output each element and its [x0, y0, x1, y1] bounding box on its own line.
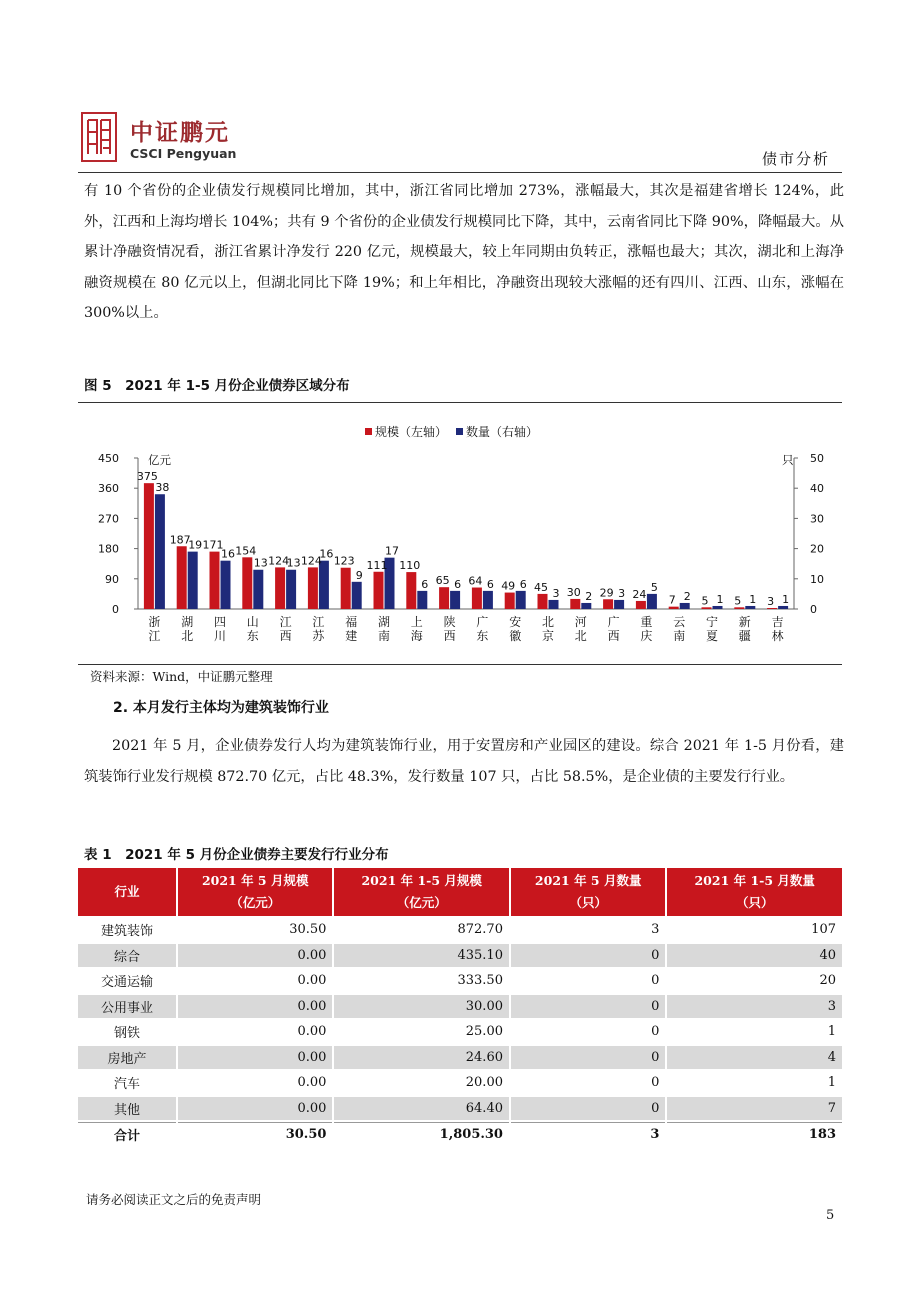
- table-row: [78, 1046, 842, 1070]
- x-tick-label-10: 东: [476, 629, 489, 643]
- data-label-amount: 375: [136, 470, 158, 484]
- value-cell: 0.00: [178, 944, 332, 968]
- x-tick-label-11: 徽: [509, 629, 522, 643]
- report-category: 债市分析: [761, 150, 830, 168]
- bar-count-2: [221, 561, 231, 609]
- data-label-amount: 5: [701, 594, 709, 608]
- total-value-cell: 183: [667, 1122, 842, 1147]
- figure-bottom-rule: [78, 664, 842, 665]
- bar-count-15: [647, 594, 657, 609]
- value-cell: 20.00: [334, 1071, 509, 1095]
- x-tick-label-8: 上: [410, 615, 423, 629]
- value-cell: 1: [667, 1020, 842, 1044]
- bar-amount-7: [374, 572, 384, 609]
- value-cell: 435.10: [334, 944, 509, 968]
- data-label-amount: 124: [300, 554, 322, 568]
- x-tick-label-5: 江: [312, 615, 325, 629]
- bar-amount-15: [636, 601, 646, 609]
- bar-count-9: [450, 591, 460, 609]
- x-tick-label-15: 庆: [640, 629, 653, 643]
- x-tick-label-0: 浙: [148, 615, 161, 629]
- data-label-count: 6: [486, 577, 494, 591]
- bar-count-14: [614, 600, 624, 609]
- total-value-cell: 3: [511, 1122, 665, 1147]
- x-tick-label-13: 河: [574, 615, 587, 629]
- y-left-tick-label: 270: [98, 512, 119, 526]
- data-label-count: 6: [519, 577, 527, 591]
- region-bar-chart: [78, 404, 842, 664]
- value-cell: 3: [667, 995, 842, 1019]
- industry-table: [76, 866, 844, 1149]
- value-cell: 0: [511, 995, 665, 1019]
- value-cell: 30.50: [178, 918, 332, 942]
- y-left-tick-label: 180: [98, 542, 119, 556]
- data-label-amount: 123: [333, 554, 355, 568]
- company-logo-seal: [81, 112, 117, 162]
- data-label-amount: 45: [534, 580, 548, 594]
- bar-count-18: [745, 606, 755, 609]
- y-left-unit: 亿元: [148, 453, 171, 467]
- y-right-tick-label: 20: [810, 542, 824, 556]
- header-ytd-amount: 2021 年 1-5 月规模 （亿元）: [334, 868, 509, 916]
- x-tick-label-4: 西: [279, 629, 292, 643]
- data-label-amount: 124: [268, 554, 290, 568]
- bar-amount-17: [702, 607, 712, 609]
- bar-count-12: [549, 600, 559, 609]
- value-cell: 0.00: [178, 1071, 332, 1095]
- data-label-amount: 5: [734, 594, 742, 608]
- value-cell: 107: [667, 918, 842, 942]
- x-tick-label-6: 福: [345, 615, 358, 629]
- value-cell: 0: [511, 969, 665, 993]
- x-tick-label-11: 安: [509, 615, 522, 629]
- value-cell: 1: [667, 1071, 842, 1095]
- x-tick-label-0: 江: [148, 629, 161, 643]
- data-label-amount: 64: [468, 574, 483, 588]
- x-tick-label-19: 吉: [771, 615, 784, 629]
- data-label-count: 16: [221, 547, 235, 561]
- section-heading: 2. 本月发行主体均为建筑装饰行业: [113, 700, 329, 716]
- x-tick-label-14: 西: [607, 629, 620, 643]
- x-tick-label-14: 广: [607, 615, 620, 629]
- bar-count-8: [417, 591, 427, 609]
- y-left-tick-label: 0: [112, 603, 119, 616]
- table-row: [78, 969, 842, 993]
- value-cell: 0.00: [178, 969, 332, 993]
- bar-amount-0: [144, 483, 154, 609]
- value-cell: 20: [667, 969, 842, 993]
- data-label-amount: 65: [435, 574, 450, 588]
- total-value-cell: 30.50: [178, 1122, 332, 1147]
- value-cell: 0: [511, 1046, 665, 1070]
- value-cell: 0: [511, 1020, 665, 1044]
- total-label-cell: 合计: [78, 1122, 176, 1147]
- bar-count-0: [155, 494, 165, 609]
- value-cell: 40: [667, 944, 842, 968]
- x-tick-label-19: 林: [771, 629, 784, 643]
- legend-swatch-amount: [365, 428, 372, 435]
- industry-cell: 其他: [78, 1097, 176, 1121]
- x-tick-label-17: 夏: [705, 629, 719, 643]
- table-header-row: [78, 868, 842, 916]
- bar-amount-11: [505, 593, 515, 609]
- data-label-count: 17: [385, 544, 399, 558]
- data-label-count: 1: [782, 592, 790, 606]
- value-cell: 0.00: [178, 1097, 332, 1121]
- data-label-amount: 110: [399, 559, 421, 573]
- bar-amount-16: [669, 607, 679, 609]
- data-label-count: 9: [355, 568, 363, 582]
- bar-amount-6: [341, 568, 351, 609]
- value-cell: 3: [511, 918, 665, 942]
- industry-cell: 建筑装饰: [78, 918, 176, 942]
- figure-top-rule: [78, 402, 842, 403]
- data-label-count: 3: [618, 586, 626, 600]
- value-cell: 25.00: [334, 1020, 509, 1044]
- bar-amount-18: [734, 607, 744, 609]
- disclaimer: 请务必阅读正文之后的免责声明: [86, 1192, 262, 1207]
- bar-amount-12: [538, 594, 548, 609]
- industry-cell: 房地产: [78, 1046, 176, 1070]
- figure-source: 资料来源：Wind，中证鹏元整理: [90, 669, 273, 684]
- bar-count-11: [516, 591, 526, 609]
- data-label-amount: 111: [366, 558, 388, 572]
- bar-amount-10: [472, 588, 482, 609]
- value-cell: 24.60: [334, 1046, 509, 1070]
- x-tick-label-7: 南: [377, 629, 391, 643]
- value-cell: 7: [667, 1097, 842, 1121]
- data-label-count: 38: [155, 481, 170, 495]
- x-tick-label-1: 北: [181, 629, 194, 643]
- y-right-tick-label: 50: [810, 452, 824, 465]
- legend-label-amount: 规模（左轴）: [375, 425, 448, 439]
- x-tick-label-1: 湖: [181, 615, 194, 629]
- bar-count-19: [778, 606, 788, 609]
- bar-amount-9: [439, 587, 449, 609]
- x-tick-label-16: 云: [673, 615, 686, 629]
- table-title: 表 1 2021 年 5 月份企业债券主要发行行业分布: [84, 847, 389, 863]
- data-label-count: 2: [683, 589, 691, 603]
- value-cell: 0: [511, 1071, 665, 1095]
- total-value-cell: 1,805.30: [334, 1122, 509, 1147]
- data-label-count: 2: [585, 589, 593, 603]
- y-left-tick-label: 90: [105, 572, 119, 586]
- industry-cell: 公用事业: [78, 995, 176, 1019]
- x-tick-label-9: 西: [443, 629, 456, 643]
- x-tick-label-18: 新: [738, 615, 751, 629]
- data-label-amount: 29: [599, 586, 614, 600]
- page-number: 5: [826, 1208, 835, 1223]
- x-tick-label-10: 广: [476, 615, 489, 629]
- body-paragraph-1: 有 10 个省份的企业债发行规模同比增加，其中，浙江省同比增加 273%，涨幅最大，其次是福建省增长 124%，此外，江西和上海均增长 104%；共有 9 个省份的企业债发行规模同比下降，其中，云南省同比下降 90%，降幅最大。从累计净融资情况看，浙江省累计净发行 220 亿元，规模最大，较上年同期由负转正，涨幅也最大；其次，湖北和上海净融资规模在 80 亿元以上，但湖北同比下降 19%；和上年相比，净融资出现较大涨幅的还有四川、江西、山东，涨幅在 300%以上。: [84, 183, 844, 322]
- value-cell: 0.00: [178, 1046, 332, 1070]
- bar-amount-19: [767, 608, 777, 609]
- value-cell: 872.70: [334, 918, 509, 942]
- data-label-count: 6: [421, 577, 429, 591]
- x-tick-label-15: 重: [640, 615, 653, 629]
- table-row: [78, 995, 842, 1019]
- data-label-amount: 49: [501, 579, 516, 593]
- figure-title: 图 5 2021 年 1-5 月份企业债券区域分布: [84, 378, 350, 394]
- bar-amount-14: [603, 599, 613, 609]
- bar-count-4: [286, 570, 296, 609]
- data-label-count: 13: [253, 556, 268, 570]
- industry-cell: 汽车: [78, 1071, 176, 1095]
- data-label-amount: 7: [668, 593, 676, 607]
- y-right-tick-label: 10: [810, 572, 824, 586]
- y-right-tick-label: 30: [810, 512, 824, 526]
- table-row: [78, 944, 842, 968]
- data-label-amount: 187: [169, 533, 191, 547]
- x-tick-label-7: 湖: [377, 615, 391, 629]
- y-left-tick-label: 450: [98, 452, 119, 465]
- data-label-amount: 30: [566, 585, 581, 599]
- x-tick-label-3: 东: [246, 629, 259, 643]
- bar-count-3: [253, 570, 263, 609]
- company-name-cn: 中证鹏元: [130, 120, 230, 146]
- x-tick-label-17: 宁: [705, 615, 719, 629]
- data-label-count: 5: [650, 580, 658, 594]
- bar-amount-5: [308, 567, 318, 609]
- data-label-count: 3: [552, 586, 560, 600]
- y-right-tick-label: 40: [810, 482, 824, 496]
- industry-cell: 交通运输: [78, 969, 176, 993]
- data-label-count: 1: [749, 592, 757, 606]
- seal-glyph-icon: [83, 114, 115, 160]
- data-label-count: 6: [454, 577, 462, 591]
- data-label-count: 16: [319, 547, 334, 561]
- x-tick-label-9: 陕: [443, 615, 456, 629]
- x-tick-label-13: 北: [574, 629, 587, 643]
- bar-count-1: [188, 552, 198, 609]
- data-label-amount: 3: [767, 594, 775, 608]
- header-industry: 行业: [78, 868, 176, 916]
- bar-count-13: [581, 603, 591, 609]
- x-tick-label-18: 疆: [738, 629, 751, 643]
- y-left-tick-label: 360: [98, 482, 119, 496]
- bar-amount-13: [570, 599, 580, 609]
- bar-amount-2: [210, 552, 220, 609]
- x-tick-label-3: 山: [246, 615, 259, 629]
- x-tick-label-12: 北: [541, 615, 555, 629]
- body-paragraph-2: [84, 731, 844, 792]
- table-row: [78, 1071, 842, 1095]
- body-paragraph-2-text: 2021 年 5 月，企业债券发行人均为建筑装饰行业，用于安置房和产业园区的建设。综合 2021 年 1-5 月份看，建筑装饰行业发行规模 872.70 亿元，占比 48.3%，发行数量 107 只，占比 58.5%，是企业债的主要发行行业。: [84, 738, 844, 785]
- bar-count-16: [680, 603, 690, 609]
- value-cell: 30.00: [334, 995, 509, 1019]
- legend-swatch-count: [456, 428, 463, 435]
- bar-count-5: [319, 561, 329, 609]
- y-right-unit: 只: [782, 453, 794, 467]
- legend-label-count: 数量（右轴）: [466, 425, 539, 439]
- header-may-amount: 2021 年 5 月规模 （亿元）: [178, 868, 332, 916]
- value-cell: 0.00: [178, 995, 332, 1019]
- x-tick-label-4: 江: [279, 615, 292, 629]
- x-tick-label-16: 南: [673, 629, 686, 643]
- value-cell: 0: [511, 944, 665, 968]
- y-right-tick-label: 0: [810, 603, 817, 616]
- bar-amount-4: [275, 567, 285, 609]
- table-row: [78, 918, 842, 942]
- header-ytd-count: 2021 年 1-5 月数量 （只）: [667, 868, 842, 916]
- industry-cell: 钢铁: [78, 1020, 176, 1044]
- value-cell: 4: [667, 1046, 842, 1070]
- value-cell: 333.50: [334, 969, 509, 993]
- x-tick-label-12: 京: [541, 629, 555, 643]
- data-label-amount: 154: [235, 544, 257, 558]
- data-label-count: 13: [286, 556, 301, 570]
- bar-amount-8: [406, 572, 416, 609]
- data-label-amount: 171: [202, 538, 224, 552]
- header-rule: [78, 172, 842, 173]
- company-name-en: CSCI Pengyuan: [130, 146, 237, 161]
- table-total-row: [78, 1122, 842, 1147]
- bar-count-6: [352, 582, 362, 609]
- bar-count-17: [713, 606, 723, 609]
- bar-amount-3: [242, 557, 252, 609]
- value-cell: 64.40: [334, 1097, 509, 1121]
- x-tick-label-8: 海: [410, 629, 423, 643]
- value-cell: 0.00: [178, 1020, 332, 1044]
- bar-amount-1: [177, 546, 187, 609]
- bar-count-10: [483, 591, 493, 609]
- data-label-count: 1: [716, 592, 724, 606]
- x-tick-label-2: 川: [213, 629, 227, 643]
- x-tick-label-2: 四: [213, 615, 227, 629]
- data-label-count: 19: [188, 538, 203, 552]
- header-may-count: 2021 年 5 月数量 （只）: [511, 868, 665, 916]
- table-row: [78, 1020, 842, 1044]
- industry-cell: 综合: [78, 944, 176, 968]
- x-tick-label-6: 建: [345, 629, 358, 643]
- data-label-amount: 24: [632, 587, 647, 601]
- x-tick-label-5: 苏: [312, 629, 325, 643]
- table-row: [78, 1097, 842, 1121]
- value-cell: 0: [511, 1097, 665, 1121]
